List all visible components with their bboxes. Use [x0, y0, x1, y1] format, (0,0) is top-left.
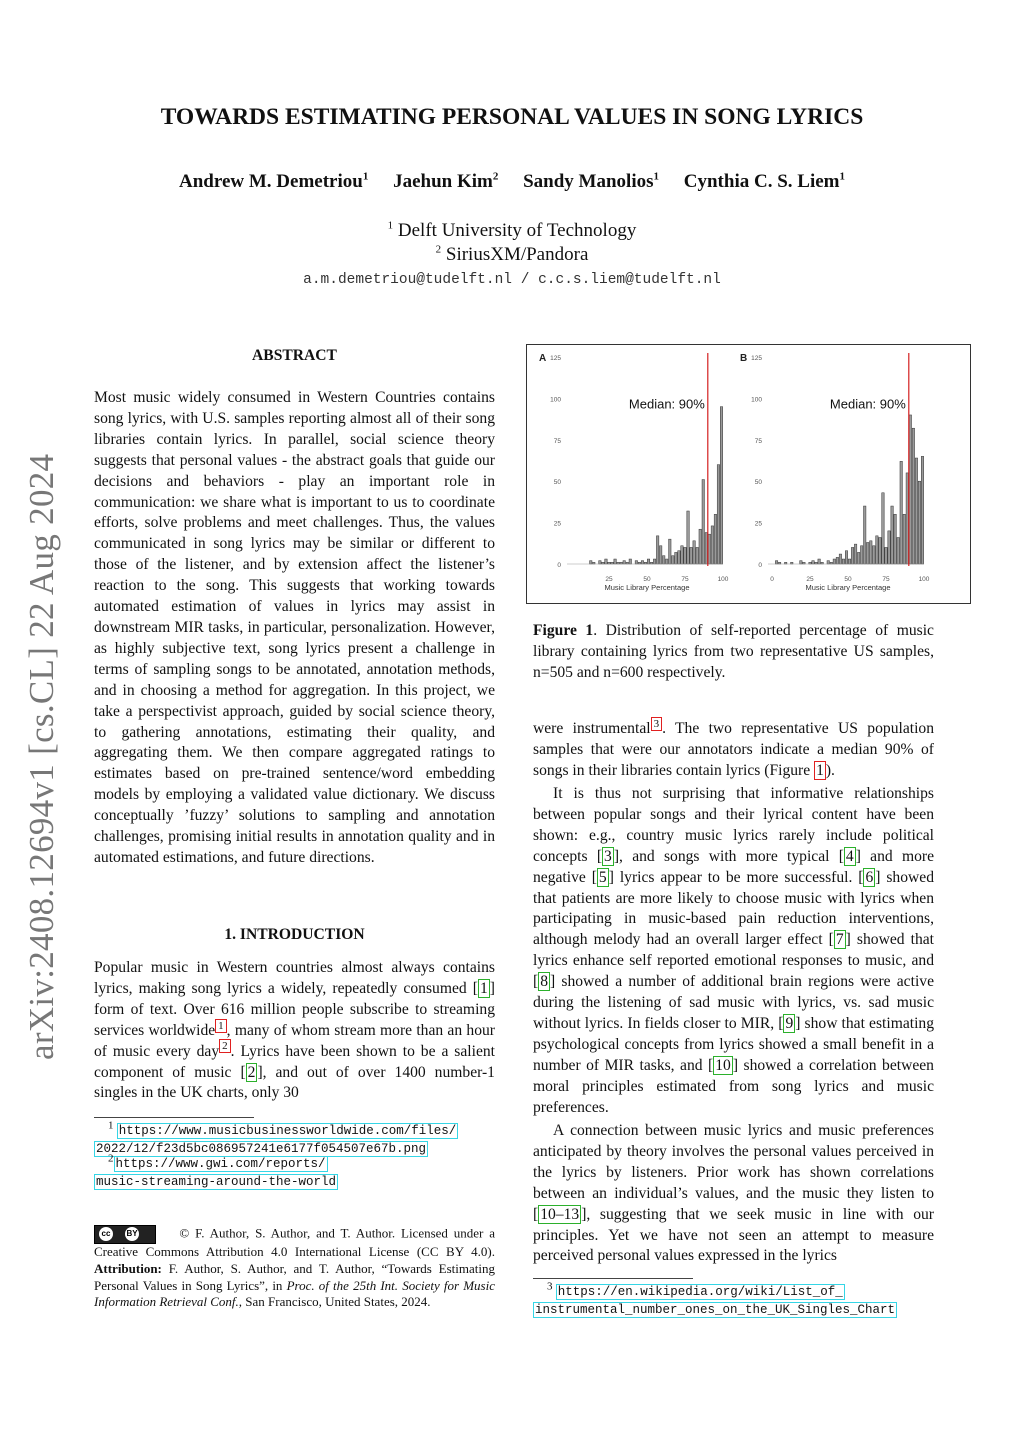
footnote-url-link[interactable]: https://www.gwi.com/reports/ — [115, 1157, 326, 1171]
author-emails: a.m.demetriou@tudelft.nl / c.c.s.liem@tudelft.nl — [303, 272, 721, 288]
footnote-rule — [94, 1117, 254, 1118]
panel-label: A — [539, 353, 547, 364]
arxiv-sidebar-stamp: arXiv:2408.12694v1 [cs.CL] 22 Aug 2024 — [22, 453, 61, 1060]
footnote-link[interactable]: 3 — [651, 717, 663, 731]
x-axis-label: Music Library Percentage — [805, 583, 891, 592]
histogram-bar — [836, 557, 838, 564]
histogram-bar — [903, 514, 905, 564]
citation-link[interactable]: 8 — [540, 973, 548, 991]
citation-link[interactable]: 2 — [247, 1063, 256, 1081]
y-tick-label: 0 — [758, 562, 762, 569]
footnote-url-link[interactable]: music-streaming-around-the-world — [96, 1174, 337, 1189]
histogram-bar — [690, 547, 692, 564]
histogram-bar — [675, 552, 677, 564]
citation-link[interactable]: 7 — [835, 931, 844, 949]
footnote-1: $^1$ https://www.musicbusinessworldwide.com/files/ 2022/12/f23d5bc086957241e6177f054507e67b.png — [96, 1119, 457, 1156]
histogram-bar — [888, 531, 890, 564]
histogram-bar — [678, 551, 680, 564]
histogram-figure — [527, 345, 970, 603]
histogram-bar — [614, 559, 616, 564]
histogram-bar — [605, 559, 607, 564]
histogram-bar — [699, 529, 701, 564]
citation-link[interactable]: 9 — [785, 1014, 794, 1032]
y-tick-label: 75 — [754, 437, 762, 445]
histogram-bar — [647, 559, 649, 564]
license-block: cc BY © F. Author, S. Author, and T. Author. Licensed under a Creative Commons Attribution 4.0 International License (CC BY 4.0). Attribution: F. Author, S. Author, and T. Author, “Towards Estimating Personal Values in Song Lyrics”, in Proc. of the 25th Int. Society for Music Information Retrieval Conf., San Francisco, United States, 2024. — [94, 1225, 495, 1310]
histogram-bar — [775, 561, 777, 564]
histogram-bar — [894, 514, 896, 564]
histogram-bar — [599, 561, 601, 564]
footnote-rule — [533, 1278, 693, 1279]
footnote-link[interactable]: 2 — [219, 1039, 231, 1053]
histogram-bar — [635, 561, 637, 564]
histogram-bar — [851, 547, 853, 564]
histogram-bar — [687, 511, 689, 564]
affiliation: $^2$ SiriusXM/Pandora — [435, 243, 589, 265]
histogram-bar — [684, 547, 686, 564]
histogram-bar — [857, 552, 859, 564]
intro-paragraph: Popular music in Western countries almost always contains lyrics, making song lyrics a widely, repeatedly consumed [ 1 ] form of text. Over 616 million people subscribe to streaming services worldwide $^1$ , many of whom stream more than an hour of music every day $^2$ . Lyrics have been shown to be a salient component of music [ 2 ], and out of over 1400 number-1 singles in the UK charts, only 30 — [94, 959, 495, 1102]
abstract-heading: ABSTRACT — [252, 347, 337, 364]
histogram-bar — [800, 561, 802, 564]
histogram-bar — [876, 536, 878, 564]
histogram-bar — [714, 514, 716, 564]
citation-link[interactable]: 4 — [845, 847, 854, 865]
affiliation: $^1$ Delft University of Technology — [387, 219, 637, 241]
histogram-bar — [629, 559, 631, 564]
histogram-bar — [666, 559, 668, 564]
histogram-bar — [891, 506, 893, 564]
footnote-url-link[interactable]: https://www.musicbusinessworldwide.com/files/ — [118, 1124, 457, 1138]
figure-1 — [526, 344, 971, 604]
histogram-bar — [900, 461, 902, 564]
histogram-bar — [708, 534, 710, 564]
figure-caption: Figure 1. Distribution of self-reported percentage of music library containing lyrics from two representative US samples, n=505 and n=600 respectively. — [533, 622, 934, 681]
y-tick-label: 50 — [553, 479, 561, 487]
cc-by-logo-icon: cc BY — [94, 1225, 156, 1244]
median-label: Median: 90% — [829, 396, 906, 412]
histogram-bar — [921, 456, 923, 564]
right-paragraph-1: were instrumental $^3$ . The two representative US population samples that were our annotators indicate a median 90% of songs in their libraries contain lyrics (Figure 1 ). — [533, 717, 934, 779]
section-heading-introduction: 1. INTRODUCTION — [224, 926, 365, 943]
histogram-bar — [918, 481, 920, 564]
histogram-bar — [882, 493, 884, 564]
x-tick-label: 50 — [844, 576, 852, 583]
y-tick-label: 125 — [550, 355, 561, 362]
histogram-bar — [705, 533, 707, 564]
y-tick-label: 50 — [754, 479, 762, 487]
histogram-bar — [912, 428, 914, 564]
histogram-bar — [864, 506, 866, 564]
footnote-2: $^2$ https://www.gwi.com/reports/ music-streaming-around-the-world — [96, 1152, 337, 1189]
citation-link[interactable]: 1 — [480, 979, 488, 997]
histogram-bar — [681, 546, 683, 564]
histogram-bar — [879, 538, 881, 564]
histogram-bar — [720, 407, 722, 564]
histogram-bar — [906, 473, 908, 564]
histogram-bar — [711, 526, 713, 564]
footnote-url-link[interactable]: https://en.wikipedia.org/wiki/List_of_ — [557, 1285, 843, 1299]
histogram-bar — [693, 541, 695, 564]
x-axis-label: Music Library Percentage — [604, 583, 690, 592]
histogram-bar — [915, 458, 917, 564]
histogram-bar — [659, 546, 661, 564]
x-tick-label: 75 — [681, 576, 689, 583]
median-label: Median: 90% — [628, 396, 705, 412]
author: Sandy Manolios$^1$ — [523, 170, 660, 192]
histogram-bar — [669, 539, 671, 564]
histogram-bar — [818, 559, 820, 564]
histogram-bar — [848, 559, 850, 564]
histogram-bar — [867, 542, 869, 564]
x-tick-label: 75 — [882, 576, 890, 583]
histogram-bar — [854, 544, 856, 564]
histogram-bar — [827, 561, 829, 564]
author: Jaehun Kim$^2$ — [393, 170, 499, 192]
y-tick-label: 25 — [754, 520, 762, 528]
histogram-bar — [656, 536, 658, 564]
histogram-bar — [842, 559, 844, 564]
histogram-bar — [885, 547, 887, 564]
histogram-bar — [641, 561, 643, 564]
footnote-link[interactable]: 1 — [215, 1019, 227, 1033]
citation-link[interactable]: 10 — [715, 1056, 731, 1074]
citation-link[interactable]: 10–13 — [540, 1205, 580, 1223]
author: Andrew M. Demetriou$^1$ — [179, 170, 369, 192]
histogram-bar — [663, 556, 665, 564]
histogram-bar — [873, 546, 875, 564]
paper-title: TOWARDS ESTIMATING PERSONAL VALUES IN SONG LYRICS — [160, 104, 864, 130]
footnote-url-link[interactable]: 2022/12/f23d5bc086957241e6177f054507e67b.png — [96, 1141, 427, 1156]
citation-link[interactable]: 6 — [865, 868, 874, 886]
x-tick-label: 50 — [643, 576, 651, 583]
histogram-bar — [702, 480, 704, 564]
right-paragraph-2: It is thus not surprising that informative relationships between popular songs and their lyrical content have been shown: e.g., country music lyrics rarely include political concepts [ 3 ], and songs with more typical [ 4 ] and more negative [ 5 ] lyrics appear to be more successful. [ 6 ] showed that patients are more likely to choose music with lyrics when participating in music-based pain reduction interventions, although melody had an overall larger effect [ 7 ] showed that lyrics enhance self reported emotional responses to music, and [ 8 ] showed a number of additional brain regions were active during the listening of sad music with lyrics, vs. sad music without lyrics. In fields closer to MIR, [ 9 ] show that estimating psychological concepts from lyrics showed a small benefit in a number of MIR tasks, and [ 10 ] showed a correlation between moral principles estimated from song lyrics and music preferences. — [533, 785, 935, 1116]
histogram-bar — [870, 541, 872, 564]
y-tick-label: 100 — [751, 396, 762, 404]
panel-label: B — [740, 353, 748, 364]
author: Cynthia C. S. Liem$^1$ — [683, 170, 845, 192]
histogram-bar — [860, 546, 862, 564]
histogram-bar — [839, 554, 841, 564]
author-list — [0, 171, 1024, 193]
x-tick-label: 100 — [918, 576, 930, 583]
x-tick-label: 100 — [717, 576, 729, 583]
abstract-text: Most music widely consumed in Western Countries contains song lyrics, with U.S. samples reporting almost all of their song libraries contain lyrics. In parallel, social science theory suggests that personal values - the abstract goals that guide our decisions and behaviors - play an important role in communication: we share what is important to us to coordinate efforts, solve problems and meet challenges. Thus, the values communicated in song lyrics may be similar or different to those of the listener, and by extension affect the listener’s reaction to the song. This suggests that working towards automated estimation of values in lyrics may assist in downstream MIR tasks, in particular, personalization. However, as highly subjective text, song lyrics present a challenge in terms of sampling songs to be annotated, annotation methods, and in choosing a method for aggregation. In this project, we take a perspectivist approach, guided by social science theory, to gathering annotations, estimating their quality, and aggregating them. We then compare aggregated ratings to estimates based on pre-trained sentence/word embedding models by employing a validated value dictionary. We discuss conceptually ’fuzzy’ solutions to sampling and annotation challenges, promising initial results in annotation quality and in automated estimations, and future directions. — [94, 389, 495, 866]
histogram-bar — [653, 559, 655, 564]
citation-link[interactable]: 5 — [598, 868, 607, 886]
x-tick-label: 0 — [770, 576, 774, 583]
y-tick-label: 0 — [557, 562, 561, 569]
x-tick-label: 25 — [605, 576, 613, 583]
histogram-bar — [897, 538, 899, 564]
footnote-url-link[interactable]: instrumental_number_ones_on_the_UK_Singles_Chart — [535, 1302, 896, 1317]
histogram-bar — [696, 547, 698, 564]
y-tick-label: 25 — [553, 520, 561, 528]
histogram-bar — [845, 551, 847, 564]
histogram-bar — [909, 415, 911, 564]
y-tick-label: 75 — [553, 437, 561, 445]
histogram-bar — [623, 561, 625, 564]
x-tick-label: 25 — [806, 576, 814, 583]
histogram-bar — [717, 465, 719, 564]
citation-link[interactable]: 3 — [604, 847, 612, 865]
right-paragraph-3: A connection between music lyrics and music preferences anticipated by theory involves the personal values perceived in the lyrics by listeners. Prior work has shown correlations between an individual’s values, and the music they listen to [ 10–13 ], suggesting that we seek music in line with our principles. Yet we have not seen an attempt to measure perceived personal values expressed in the lyrics — [533, 1122, 934, 1265]
histogram-bar — [833, 559, 835, 564]
footnote-3: $^3$ https://en.wikipedia.org/wiki/List_of_ instrumental_number_ones_on_the_UK_Singles_Chart — [535, 1280, 896, 1317]
figure-link[interactable]: 1 — [816, 761, 824, 779]
y-tick-label: 125 — [751, 355, 762, 362]
histogram-bar — [812, 561, 814, 564]
histogram-bar — [672, 556, 674, 564]
histogram-bar — [590, 561, 592, 564]
y-tick-label: 100 — [550, 396, 561, 404]
